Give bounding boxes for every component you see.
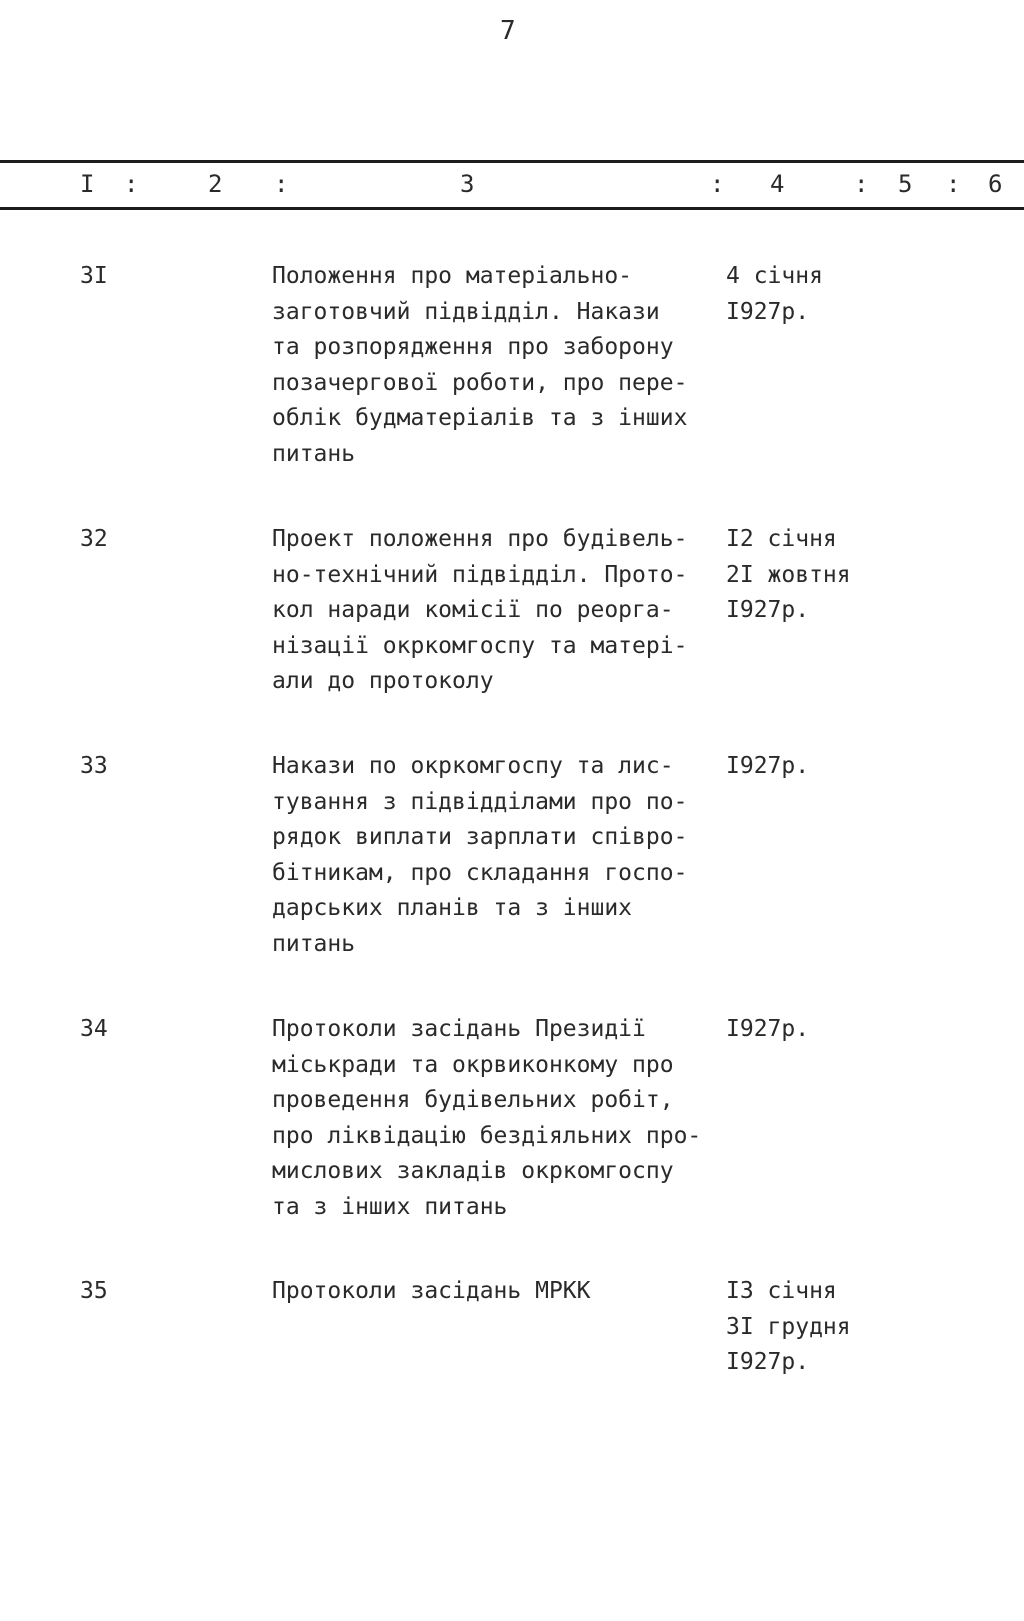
entry-description — [272, 522, 732, 700]
description-line: кол наради комісії по реорга- — [272, 597, 674, 623]
description-line: Проект положення про будівель- — [272, 526, 688, 552]
header-col-3: 3 — [460, 170, 475, 198]
entry-dates — [726, 259, 926, 330]
header-separator: : — [710, 170, 725, 198]
description-line: нізації окркомгоспу та матері- — [272, 632, 688, 659]
header-col-6: 6 — [988, 170, 1003, 198]
date-line: I927р. — [726, 298, 810, 325]
entry-description — [272, 259, 732, 472]
date-line: I927р. — [726, 753, 810, 779]
date-line: 3I грудня — [726, 1313, 851, 1340]
description-line: Протоколи засідань МРКК — [272, 1278, 591, 1304]
description-line: мислових закладів окркомгоспу — [272, 1158, 674, 1184]
header-top-rule — [0, 160, 1024, 163]
page-number: 7 — [500, 16, 516, 46]
header-col-5: 5 — [898, 170, 913, 198]
entry-dates — [726, 1012, 926, 1048]
description-line: облік будматеріалів та з інших — [272, 405, 688, 431]
header-col-2: 2 — [208, 170, 223, 198]
description-line: проведення будівельних робіт, — [272, 1087, 674, 1113]
header-separator: : — [946, 170, 961, 198]
description-line: Положення про матеріально- — [272, 263, 633, 289]
entry-dates — [726, 749, 926, 785]
description-line: дарських планів та з інших — [272, 895, 633, 921]
entry-dates — [726, 1274, 926, 1381]
entry-number: 3I — [80, 263, 108, 289]
description-line: питань — [272, 930, 356, 957]
description-line: питань — [272, 440, 356, 467]
description-line: та з інших питань — [272, 1193, 508, 1220]
header-col-1: I — [80, 170, 95, 198]
date-line: I927р. — [726, 597, 810, 623]
description-line: позачергової роботи, про пере- — [272, 369, 688, 396]
date-line: I927р. — [726, 1349, 810, 1375]
entry-number: 32 — [80, 526, 108, 552]
description-line: заготовчий підвідділ. Накази — [272, 298, 660, 325]
date-line: I3 січня — [726, 1278, 837, 1304]
description-line: тування з підвідділами про по- — [272, 788, 688, 815]
header-separator: : — [854, 170, 869, 198]
header-bottom-rule — [0, 207, 1024, 210]
date-line: I927р. — [726, 1016, 810, 1042]
description-line: міськради та окрвиконкому про — [272, 1051, 674, 1078]
table-header — [0, 166, 1024, 202]
entry-dates — [726, 522, 926, 629]
description-line: Протоколи засідань Президії — [272, 1016, 646, 1042]
date-line: 4 січня — [726, 263, 823, 289]
header-col-4: 4 — [770, 170, 785, 198]
description-line: рядок виплати зарплати співро- — [272, 824, 688, 850]
description-line: бітникам, про складання госпо- — [272, 859, 688, 886]
description-line: али до протоколу — [272, 668, 494, 694]
header-separator: : — [124, 170, 139, 198]
entry-number: 33 — [80, 753, 108, 779]
description-line: Накази по окркомгоспу та лис- — [272, 753, 674, 779]
date-line: I2 січня — [726, 526, 837, 552]
description-line: про ліквідацію бездіяльних про- — [272, 1122, 702, 1149]
entry-description — [272, 749, 732, 962]
entry-number: 35 — [80, 1278, 108, 1304]
description-line: та розпорядження про заборону — [272, 334, 674, 360]
description-line: но-технічний підвідділ. Прото- — [272, 561, 688, 588]
entry-description — [272, 1274, 732, 1310]
entry-description — [272, 1012, 732, 1225]
header-separator: : — [274, 170, 289, 198]
date-line: 2I жовтня — [726, 561, 851, 588]
entry-number: 34 — [80, 1016, 108, 1042]
